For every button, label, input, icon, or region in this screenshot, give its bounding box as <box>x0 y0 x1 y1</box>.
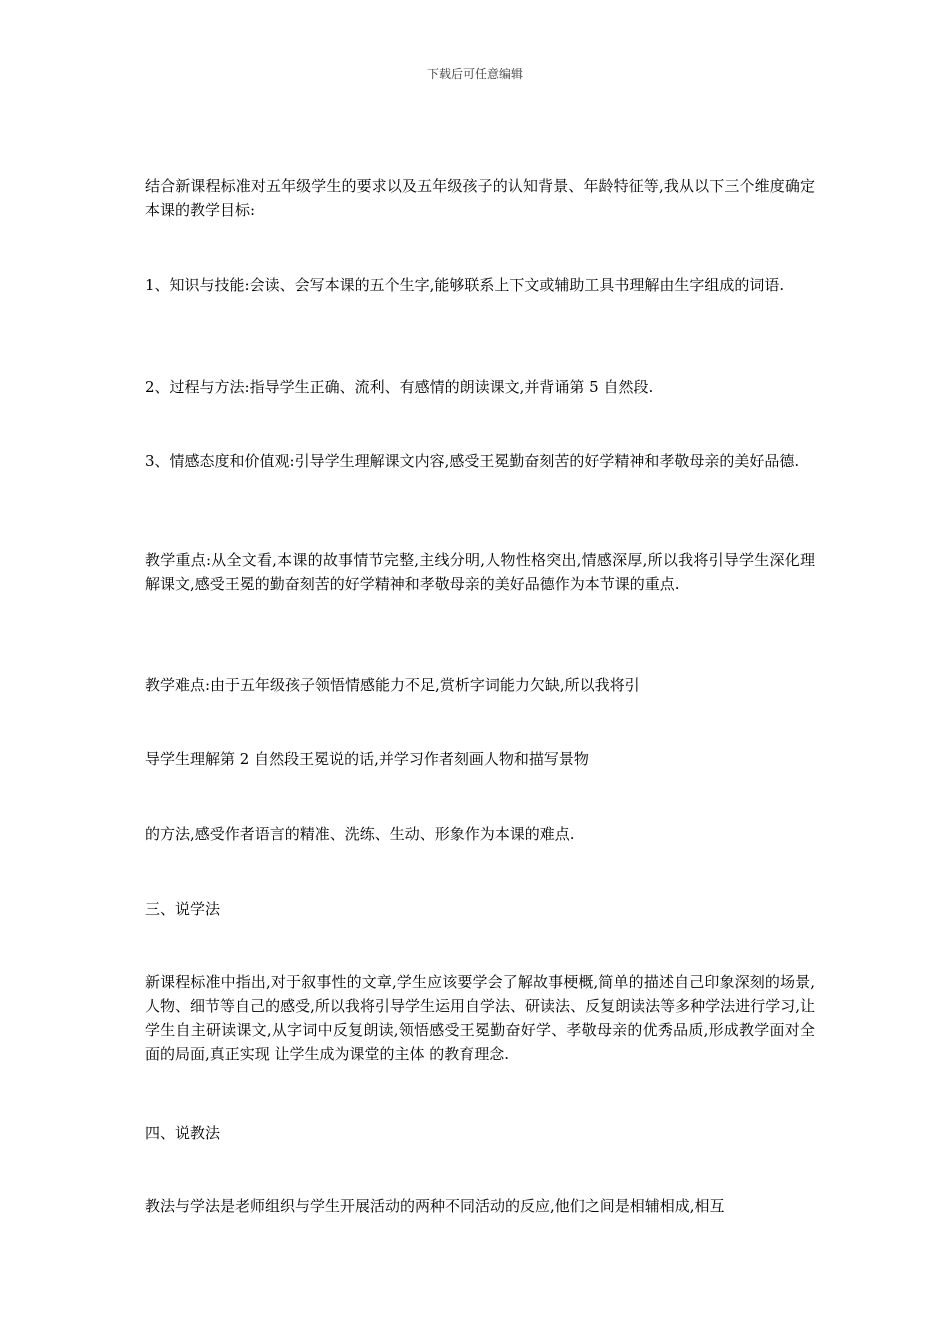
paragraph-teaching-methods: 教法与学法是老师组织与学生开展活动的两种不同活动的反应,他们之间是相辅相成,相互 <box>145 1197 725 1215</box>
paragraph-emotion-values: 3、情感态度和价值观:引导学生理解课文内容,感受王冕勤奋刻苦的好学精神和孝敬母亲的美好品德. <box>145 452 800 470</box>
paragraph-difficulty-continued-1: 导学生理解第 2 自然段王冕说的话,并学习作者刻画人物和描写景物 <box>145 750 589 768</box>
paragraph-knowledge-skills: 1、知识与技能:会读、会写本课的五个生字,能够联系上下文或辅助工具书理解由生字组成的词语. <box>145 276 785 294</box>
heading-learning-methods: 三、说学法 <box>145 900 221 918</box>
paragraph-process-methods: 2、过程与方法:指导学生正确、流利、有感情的朗读课文,并背诵第 5 自然段. <box>145 378 654 396</box>
heading-teaching-methods: 四、说教法 <box>145 1124 221 1142</box>
paragraph-difficulty-continued-2: 的方法,感受作者语言的精准、洗练、生动、形象作为本课的难点. <box>145 825 575 843</box>
header-note: 下载后可任意编辑 <box>426 67 523 81</box>
paragraph-teaching-focus: 教学重点:从全文看,本课的故事情节完整,主线分明,人物性格突出,情感深厚,所以我将引导学生深化理解课文,感受王冕的勤奋刻苦的好学精神和孝敬母亲的美好品德作为本节课的重点. <box>145 551 815 593</box>
paragraph-learning-methods: 新课程标准中指出,对于叙事性的文章,学生应该要学会了解故事梗概,简单的描述自己印象深刻的场景,人物、细节等自己的感受,所以我将引导学生运用自学法、研读法、反复朗读法等多种学法进行学习,让学生自主研读课文,从字词中反复朗读,领悟感受王冕勤奋好学、孝敬母亲的优秀品质,形成教学面对全面的局面,真正实现 让学生成为课堂的主体 的教育理念. <box>145 973 815 1063</box>
paragraph-teaching-difficulty: 教学难点:由于五年级孩子领悟情感能力不足,赏析字词能力欠缺,所以我将引 <box>145 676 640 694</box>
paragraph-teaching-goals-intro: 结合新课程标准对五年级学生的要求以及五年级孩子的认知背景、年龄特征等,我从以下三个维度确定本课的教学目标: <box>145 177 815 219</box>
